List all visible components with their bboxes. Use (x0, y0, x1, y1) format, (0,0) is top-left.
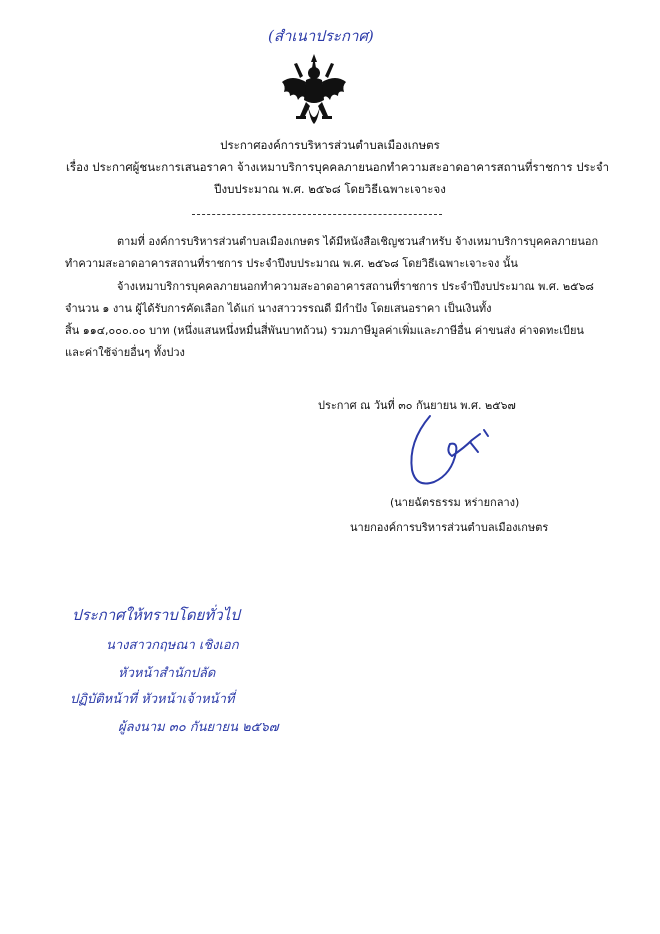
signer-name: (นายฉัตรธรรม หร่ายกลาง) (390, 496, 520, 509)
copy-stamp: (สำเนาประกาศ) (268, 27, 374, 45)
separator-line (192, 214, 442, 215)
body-p1-line1: ตามที่ องค์การบริหารส่วนตำบลเมืองเกษตร ได้มีหนังสือเชิญชวนสำหรับ จ้างเหมาบริการบุคคลภายนอก (117, 235, 599, 248)
handwritten-note-line1: ประกาศให้ทราบโดยทั่วไป (72, 606, 240, 624)
announcement-subject-line1: เรื่อง ประกาศผู้ชนะการเสนอราคา จ้างเหมาบริการบุคคลภายนอกทำความสะอาดอาคารสถานที่ราชการ ประจำ (66, 160, 610, 174)
announcement-subject-line2: ปีงบประมาณ พ.ศ. ๒๕๖๘ โดยวิธีเฉพาะเจาะจง (214, 182, 446, 196)
signature-icon (400, 412, 500, 492)
body-p2-line2: จำนวน ๑ งาน ผู้ได้รับการคัดเลือก ได้แก่ นางสาววรรณดี มีกำปัง โดยเสนอราคา เป็นเงินทั้ง (65, 302, 492, 315)
body-p2-line4: และค่าใช้จ่ายอื่นๆ ทั้งปวง (65, 346, 185, 359)
garuda-emblem-icon (278, 52, 350, 132)
body-p2-line1: จ้างเหมาบริการบุคคลภายนอกทำความสะอาดอาคารสถานที่ราชการ ประจำปีงบประมาณ พ.ศ. ๒๕๖๘ (117, 280, 594, 293)
handwritten-note-line4: ปฏิบัติหน้าที่ หัวหน้าเจ้าหน้าที่ (70, 692, 235, 707)
signer-position: นายกองค์การบริหารส่วนตำบลเมืองเกษตร (350, 521, 549, 534)
announcement-org-line: ประกาศองค์การบริหารส่วนตำบลเมืองเกษตร (220, 138, 440, 152)
handwritten-note-line2: นางสาวกฤษณา เชิงเอก (106, 638, 239, 653)
body-p1-line2: ทำความสะอาดอาคารสถานที่ราชการ ประจำปีงบประมาณ พ.ศ. ๒๕๖๘ โดยวิธีเฉพาะเจาะจง นั้น (65, 257, 518, 270)
body-p2-line3: สิ้น ๑๑๔,๐๐๐.๐๐ บาท (หนึ่งแสนหนึ่งหมื่นสี่พันบาทถ้วน) รวมภาษีมูลค่าเพิ่มและภาษีอื่น ค่าขนส่ง ค่าจดทะเบียน (65, 324, 584, 337)
handwritten-note-line3: หัวหน้าสำนักปลัด (118, 666, 216, 681)
announcement-date: ประกาศ ณ วันที่ ๓๐ กันยายน พ.ศ. ๒๕๖๗ (318, 399, 516, 412)
handwritten-note-line5: ผู้ลงนาม ๓๐ กันยายน ๒๕๖๗ (118, 720, 279, 735)
